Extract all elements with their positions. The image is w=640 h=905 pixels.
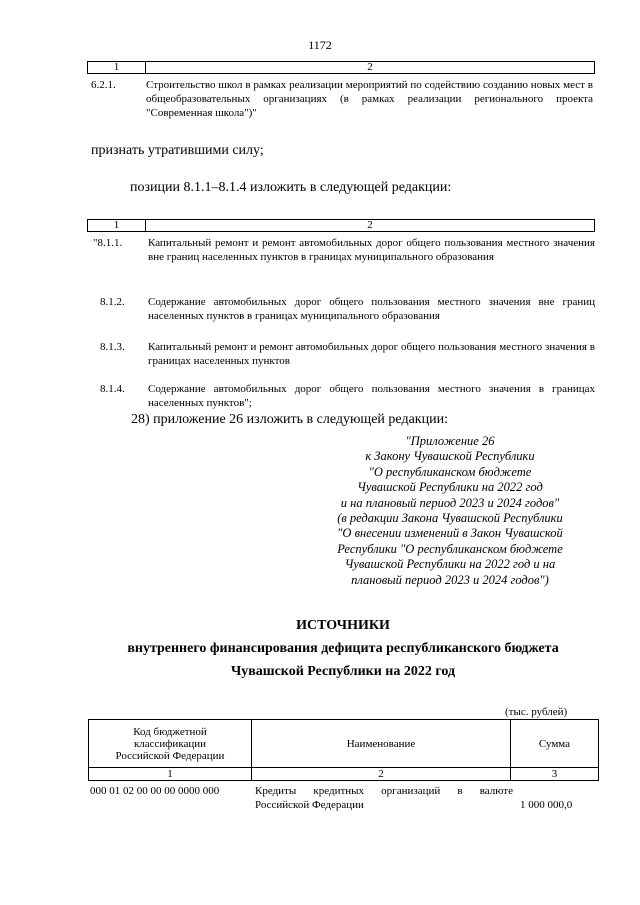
heading-title: ИСТОЧНИКИ — [296, 618, 390, 633]
table1-col2-number: 2 — [146, 62, 595, 74]
table2-col2-number: 2 — [146, 220, 595, 232]
table2-row-8-1-4 — [100, 382, 595, 412]
positions-paragraph: позиции 8.1.1–8.1.4 изложить в следующей редакции: — [130, 180, 452, 195]
row-code: 8.1.4. — [100, 383, 125, 395]
table1-header — [87, 61, 595, 74]
table3-row-code: 000 01 02 00 00 00 0000 000 — [90, 785, 220, 797]
column-header-code — [89, 720, 252, 768]
row-code: 8.1.2. — [100, 296, 125, 308]
row-text: Содержание автомобильных дорог общего пользования местного значения вне границ населенных пунктов в границах муниципального образования — [148, 296, 595, 322]
table3-row-amount: 1 000 000,0 — [520, 799, 573, 811]
table2-row-8-1-1 — [93, 236, 595, 280]
row-text: Капитальный ремонт и ремонт автомобильных дорог общего пользования местного значения вне границ населенных пунктов в границах муниципального образования — [148, 237, 595, 263]
heading-subtitle: внутреннего финансирования дефицита республиканского бюджета — [127, 641, 559, 656]
row-text: Содержание автомобильных дорог общего пользования местного значения в границах населенных пунктов"; — [148, 383, 595, 409]
table1-row — [91, 78, 595, 122]
appendix-line: "О внесении изменений в Закон Чувашской — [337, 526, 563, 541]
header-line: Код бюджетной — [133, 725, 207, 738]
row-code: "8.1.1. — [93, 237, 123, 249]
column-header-name: Наименование — [252, 720, 511, 768]
appendix-line: Республики "О республиканском бюджете — [337, 541, 563, 556]
appendix-reference — [300, 434, 600, 588]
header-line: классификации — [133, 737, 207, 750]
appendix-line: "Приложение 26 — [405, 434, 495, 448]
table3-row-name-line1: Кредиты кредитных организаций в валюте — [255, 785, 513, 797]
column-header-amount: Сумма — [511, 720, 599, 768]
table2-col1-number: 1 — [88, 220, 146, 232]
appendix-line: плановый период 2023 и 2024 годов") — [351, 572, 549, 587]
sources-table — [88, 719, 599, 781]
item-28-paragraph: 28) приложение 26 изложить в следующей редакции: — [131, 412, 448, 427]
appendix-line: "О республиканском бюджете — [368, 464, 532, 479]
page-number: 1172 — [308, 38, 332, 52]
units-label: (тыс. рублей) — [505, 706, 568, 718]
row-text: Капитальный ремонт и ремонт автомобильных дорог общего пользования местного значения в границах населенных пунктов — [148, 341, 595, 367]
appendix-line: и на плановый период 2023 и 2024 годов" — [340, 495, 560, 510]
table2-row-8-1-2 — [100, 295, 595, 325]
table3-row-name-line2: Российской Федерации — [255, 799, 364, 811]
column-number-1: 1 — [89, 768, 252, 781]
header-line: Российской Федерации — [115, 749, 225, 762]
appendix-line: Чувашской Республики на 2022 год и на — [344, 557, 556, 572]
repeal-paragraph: признать утратившими силу; — [91, 143, 264, 158]
appendix-line: (в редакции Закона Чувашской Республики — [337, 511, 563, 526]
appendix-line: к Закону Чувашской Республики — [365, 449, 535, 464]
appendix-line: Чувашской Республики на 2022 год — [357, 480, 543, 495]
column-number-3: 3 — [511, 768, 599, 781]
column-number-2: 2 — [252, 768, 511, 781]
table1-col1-number: 1 — [88, 62, 146, 74]
table2-header — [87, 219, 595, 232]
row-text: Строительство школ в рамках реализации мероприятий по содействию созданию новых мест в общеобразовательных организациях (в рамках реализации регионального проекта "Современная школа")" — [146, 79, 593, 119]
row-code: 6.2.1. — [91, 79, 116, 91]
table2-row-8-1-3 — [100, 340, 595, 370]
row-code: 8.1.3. — [100, 341, 125, 353]
heading-subtitle-2: Чувашской Республики на 2022 год — [230, 664, 456, 679]
